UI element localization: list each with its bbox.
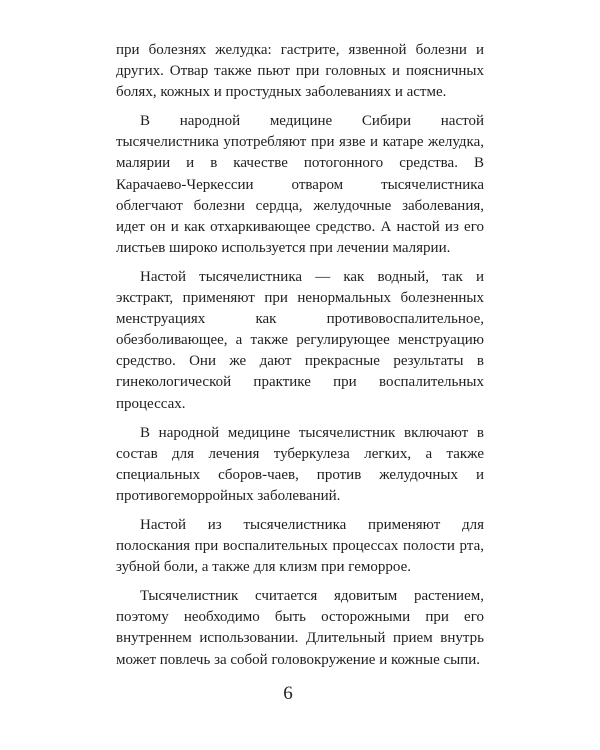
paragraph-menstruation: Настой тысячелистника — как водный, так и экстракт, применяют при ненормальных болезненных менструациях как противовоспалительное, обезболивающее, а также регулирующее менструацию средство. Они же дают прекрасные результаты в гинекологической практике при воспалительных процессах. xyxy=(116,268,484,412)
page-number: 6 xyxy=(283,683,293,704)
paragraph-tuberculosis: В народной медицине тысячелистник включают в состав для лечения туберкулеза легких, а также специальных сборов-чаев, против желудочных и противогеморройных заболеваний. xyxy=(116,424,484,504)
page-text xyxy=(116,40,484,679)
paragraph-continuation: при болезнях желудка: гастрите, язвенной болезни и других. Отвар также пьют при головных и поясничных болях, кожных и простудных заболеваниях и астме. xyxy=(116,42,484,101)
paragraph-siberia: В народной медицине Сибири настой тысячелистника употребляют при язве и катаре желудка, малярии и в качестве потогонного средства. В Карачаево-Черкессии отваром тысячелистника облегчают болезни сердца, желудочные заболевания, идет он и как отхаркивающее средство. А настой из его листьев широко используется при лечении малярии. xyxy=(116,113,484,256)
paragraph-warning: Тысячелистник считается ядовитым растением, поэтому необходимо быть осторожными при его внутреннем использовании. Длительный прием внутрь может повлечь за собой головокружение и кожные сыпи. xyxy=(116,588,484,668)
paragraph-rinsing: Настой из тысячелистника применяют для полоскания при воспалительных процессах полости рта, зубной боли, а также для клизм при геморрое. xyxy=(116,516,484,576)
